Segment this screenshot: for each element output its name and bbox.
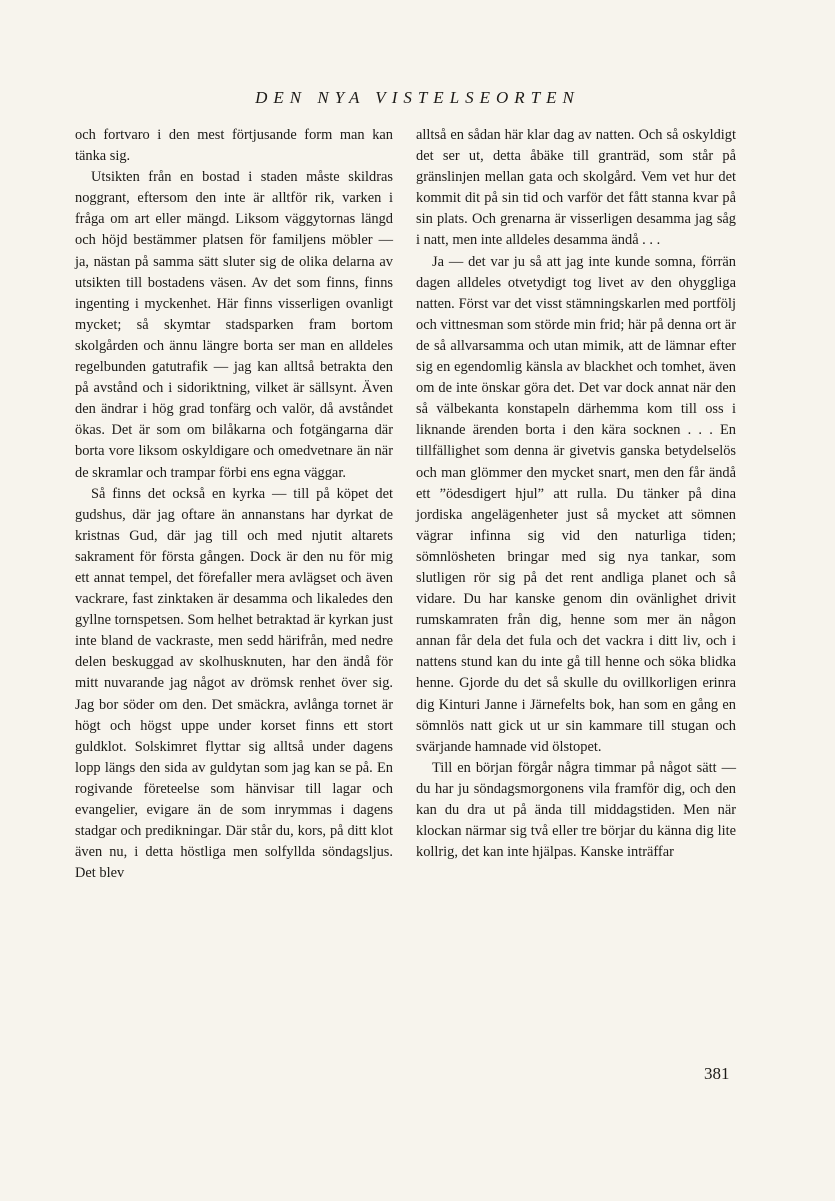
left-paragraph-3: Så finns det också en kyrka — till på köpet det gudshus, där jag oftare än annanstans har dyrkat de kristnas Gud, där jag till och med njutit altarets sakrament för första gången. Dock är den nu för mig ett annat tempel, det förefaller mera avlägset och även vackrare, fast zinktaken är desamma och likaledes den gyllne tornspetsen. Som helhet betraktad är kyrkan just inte bland de vackraste, men sedd härifrån, med nedre delen beskuggad av skolhusknuten, har den ändå för mitt nuvarande jag något av drömsk renhet över sig. Jag bor söder om den. Det smäckra, avlånga tornet är högt och högst uppe under korset finns ett stort guldklot. Solskimret flyttar sig alltså under dagens lopp längs den sida av guldytan som jag kan se på. En rogivande företeelse som hänvisar till lagar och evangelier, evigare än de som inrymmas i dagens stadgar och predikningar. Där står du, kors, på ditt klot även nu, i detta höstliga men solfyllda söndagsljus. Det blev [75, 485, 393, 882]
left-paragraph-2: Utsikten från en bostad i staden måste skildras noggrant, eftersom den inte är alltför rik, varken i fråga om art eller mängd. Liksom väggytornas längd och höjd bestämmer platsen för familjens möbler — ja, nästan på samma sätt sluter sig de olika delarna av utsikten till bostadens väsen. Av det som finns, finns ingenting i myckenhet. Här finns visserligen ovanligt mycket; så skymtar stadsparken fram bortom skolgården och ännu längre borta ser man en alldeles regelbunden gatutrafik — jag kan alltså betrakta den på avstånd och i sidoriktning, vilket är sällsynt. Även den ändrar i hög grad tonfärg och valör, då avståndet ökas. Det är som om bilåkarna och fotgängarna där borta vore liksom oskyldigare och omedvetnare än när de skramlar och trampar förbi ens egna väggar. [75, 169, 393, 481]
left-column [75, 125, 393, 884]
running-head: DEN NYA VISTELSEORTEN [255, 88, 580, 107]
left-paragraph-1: och fortvaro i den mest förtjusande form man kan tänka sig. [75, 127, 393, 165]
right-paragraph-1: alltså en sådan här klar dag av natten. Och så oskyldigt det ser ut, detta åbäke till granträd, som står på gränslinjen mellan gata och skolgård. Vem vet hur det kommit dit på sin tid och varför det fått stanna kvar på sin plats. Och grenarna är visserligen desamma jag såg i natt, men inte alldeles desamma ändå . . . [416, 127, 736, 249]
right-paragraph-2: Ja — det var ju så att jag inte kunde somna, förrän dagen alldeles otvetydigt tog livet av den ohyggliga natten. Först var det visst stämningskarlen med portfölj och vittnesman som störde min frid; här på denna ort är de så allvarsamma och utan mimik, att de lämnar efter sig en egendomlig känsla av blackhet och tomhet, även om de inte önskar göra det. Det var dock annat när den så välbekanta konstapeln därhemma kom till oss i liknande ärenden borta i den kära socknen . . . En tillfällighet som denna är givetvis ganska betydelselös och man glömmer den mycket snart, men den får ändå ett ”ödesdigert hjul” att rulla. Du tänker på dina jordiska angelägenheter just så mycket att sömnen vägrar infinna sig vid den naturliga tiden; sömnlösheten bringar med sig nya tankar, som slutligen rör sig på det rent andliga planet och så vidare. Du har kanske genom din ovänlighet drivit rumskamraten från dig, henne som mer än någon annan får dela det fula och det vackra i ditt liv, och i nattens stund kan du inte gå till henne och söka blidka henne. Gjorde du det så skulle du ovillkorligen erinra dig Kinturi Janne i Järnefelts bok, han som en gång en sömnlös natt gick ut ur sin kammare till stugan och svärjande hamnade vid ölstopet. [416, 253, 736, 755]
right-paragraph-3: Till en början förgår några timmar på något sätt — du har ju söndagsmorgonens vila framför dig, och den kan du dra ut på ända till middagstiden. Men när klockan närmar sig två eller tre börjar du känna dig lite kollrig, det kan inte hjälpas. Kanske inträffar [416, 759, 736, 861]
page-number: 381 [704, 1064, 730, 1083]
right-column [416, 125, 736, 863]
